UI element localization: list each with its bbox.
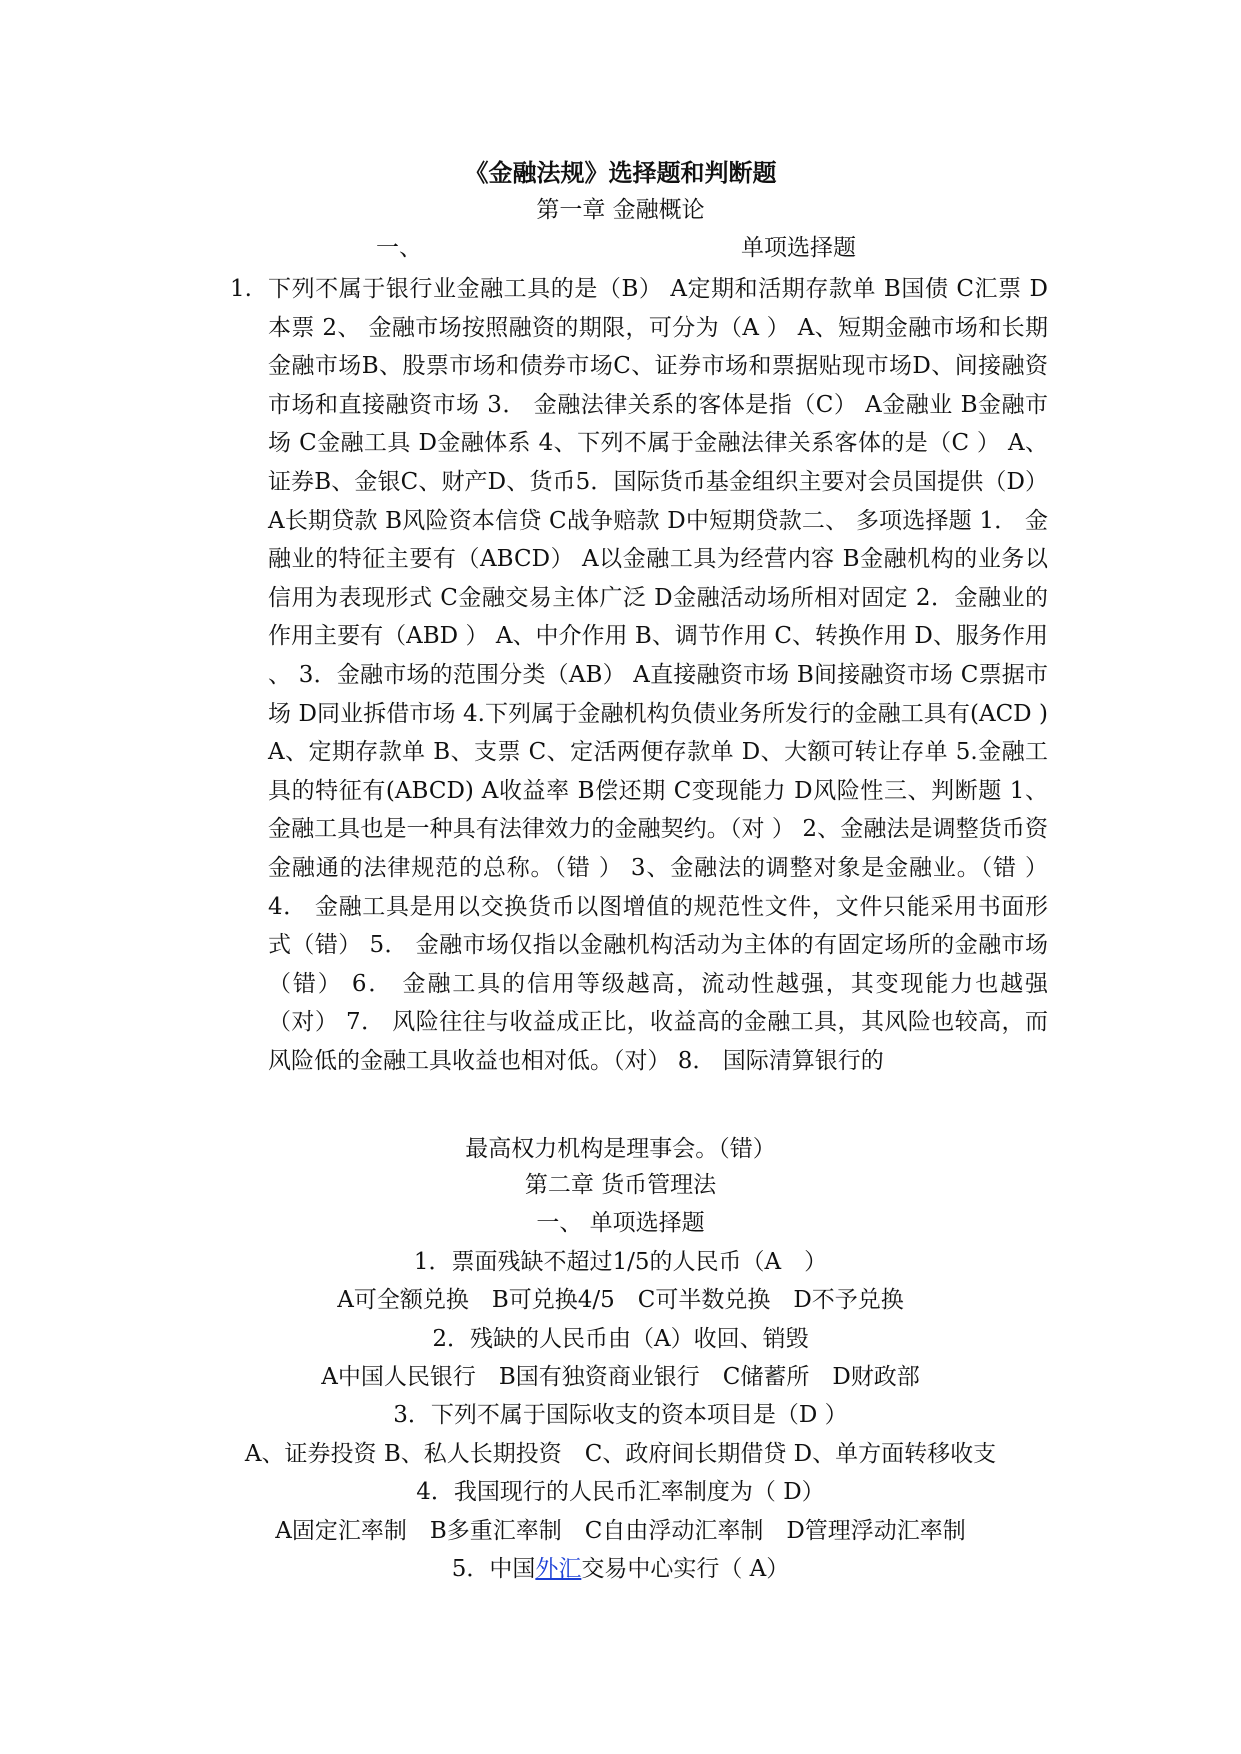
question-1: 1．票面残缺不超过1/5的人民币（A ） xyxy=(413,1249,828,1275)
foreign-exchange-link[interactable]: 外汇 xyxy=(535,1556,582,1582)
question-1-options: A可全额兑换 B可兑换4/5 C可半数兑换 D不予兑换 xyxy=(337,1287,904,1313)
list-item-number: 1. xyxy=(230,276,252,302)
question-5-suffix: 交易中心实行（ A） xyxy=(581,1556,790,1582)
question-3: 3．下列不属于国际收支的资本项目是（D ） xyxy=(393,1402,848,1428)
question-4-options: A固定汇率制 B多重汇率制 C自由浮动汇率制 D管理浮动汇率制 xyxy=(275,1518,966,1544)
chapter-1-heading: 第一章 金融概论 xyxy=(536,197,705,223)
question-2-options: A中国人民银行 B国有独资商业银行 C储蓄所 D财政部 xyxy=(321,1364,920,1390)
question-5 xyxy=(0,1552,1241,1586)
chapter-1-body-paragraph: 下列不属于银行业金融工具的是（B） A定期和活期存款单 B国债 C汇票 D本票 2、 金融市场按照融资的期限，可分为（A ） A、短期金融市场和长期金融市场B、股票市场和债券市场C、证券市场和票据贴现市场D、间接融资市场和直接融资市场 3． 金融法律关系的客体是指（C） A金融业 B金融市场 C金融工具 D金融体系 4、下列不属于金融法律关系客体的是（C ） A、证券B、金银C、财产D、货币5．国际货币基金组织主要对会员国提供（D） A长期贷款 B风险资本信贷 C战争赔款 D中短期贷款二、 多项选择题 1． 金融业的特征主要有（ABCD） A以金融工具为经营内容 B金融机构的业务以信用为表现形式 C金融交易主体广泛 D金融活动场所相对固定 2．金融业的作用主要有（ABD ） A、中介作用 B、调节作用 C、转换作用 D、服务作用 、 3．金融市场的范围分类（AB） A直接融资市场 B间接融资市场 C票据市场 D同业拆借市场 4.下列属于金融机构负债业务所发行的金融工具有(ACD ) A、定期存款单 B、支票 C、定活两便存款单 D、大额可转让存单 5.金融工具的特征有(ABCD) A收益率 B偿还期 C变现能力 D风险性三、判断题 1、金融工具也是一种具有法律效力的金融契约。（对 ） 2、金融法是调整货币资金融通的法律规范的总称。（错 ） 3、金融法的调整对象是金融业。（错 ） 4． 金融工具是用以交换货币以图增值的规范性文件，文件只能采用书面形式（错） 5． 金融市场仅指以金融机构活动为主体的有固定场所的金融市场（错） 6． 金融工具的信用等级越高，流动性越强，其变现能力也越强（对） 7． 风险往往与收益成正比，收益高的金融工具，其风险也较高，而风险低的金融工具收益也相对低。（对） 8． 国际清算银行的 xyxy=(268,276,1048,1074)
document-title: 《金融法规》选择题和判断题 xyxy=(464,158,777,187)
section-1-label: 单项选择题 xyxy=(741,235,856,261)
section-2-heading: 一、 单项选择题 xyxy=(536,1210,705,1236)
question-4: 4．我国现行的人民币汇率制度为（ D） xyxy=(416,1479,825,1505)
chapter-2-heading: 第二章 货币管理法 xyxy=(524,1172,717,1198)
chapter-1-body-last-line: 最高权力机构是理事会。（错） xyxy=(465,1136,776,1162)
question-5-prefix: 5．中国 xyxy=(451,1556,536,1582)
question-2: 2．残缺的人民币由（A）收回、销毁 xyxy=(432,1326,809,1352)
section-1-number: 一、 xyxy=(376,235,422,261)
question-3-options: A、证券投资 B、私人长期投资 C、政府间长期借贷 D、单方面转移收支 xyxy=(244,1441,997,1467)
